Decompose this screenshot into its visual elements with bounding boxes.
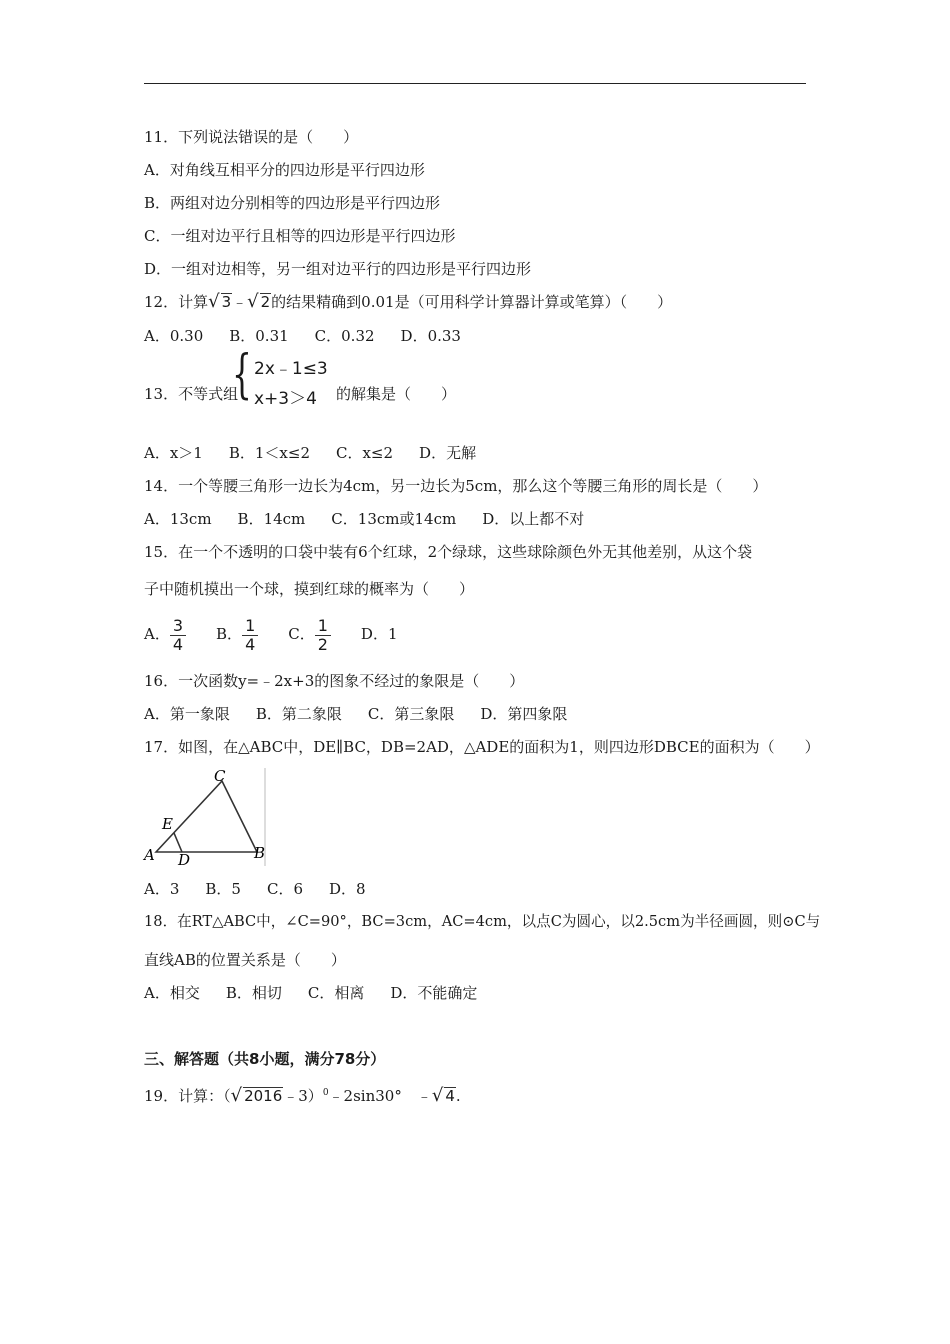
q12-suffix: 的结果精确到0.01是（可用科学计算器计算或笔算）（ ） [271, 293, 673, 311]
q12-options [144, 326, 487, 346]
q14-stem: 14．一个等腰三角形一边长为4cm，另一边长为5cm，那么这个等腰三角形的周长是（ ） [144, 477, 768, 495]
q18-option-d: D．不能确定 [390, 984, 478, 1002]
radical-icon: √ [230, 1085, 243, 1106]
q13-row1: 2x﹣1≤3 [254, 359, 328, 379]
q14-option-c: C．13cm或14cm [331, 510, 457, 528]
q13-stem: 13．不等式组 [144, 385, 239, 403]
q17-options [144, 879, 392, 899]
q12-minus: ﹣ [232, 293, 248, 311]
q16-stem: 16．一次函数y=﹣2x+3的图象不经过的象限是（ ） [144, 672, 525, 690]
q12-stem [144, 292, 672, 312]
q11-option-b: B．两组对边分别相等的四边形是平行四边形 [144, 194, 441, 212]
fraction-denominator: 4 [245, 634, 256, 654]
q17-option-d: D．8 [329, 880, 366, 898]
q16-option-b: B．第二象限 [255, 705, 342, 723]
q19-sqrt-a: 2016 [244, 1087, 283, 1105]
q15-option-b-label: B． [216, 625, 243, 643]
left-brace-icon: { [232, 345, 252, 405]
q19-end: . [455, 1087, 461, 1105]
q17-triangle-figure [142, 768, 270, 872]
q12-sqrt-b: 2 [260, 293, 271, 311]
fraction-denominator: 4 [172, 634, 184, 654]
q19-stem [144, 1083, 461, 1106]
q15-option-a-fraction [170, 617, 186, 654]
q13-option-a: A．x＞1 [144, 444, 203, 462]
q15-option-a-label: A． [144, 625, 170, 643]
q12-sqrt-a: 3 [221, 293, 232, 311]
q15-option-c-fraction [315, 617, 331, 654]
q14-option-a: A．13cm [144, 510, 212, 528]
q12-option-c: C．0.32 [314, 327, 375, 345]
q13-inequality-system [232, 345, 332, 409]
label-e: E [162, 815, 173, 833]
q13-suffix: 的解集是（ ） [336, 385, 457, 403]
q12-prefix: 12．计算 [144, 293, 209, 311]
q13-options [144, 443, 502, 463]
q13-option-d: D．无解 [419, 444, 477, 462]
q12-option-b: B．0.31 [229, 327, 289, 345]
label-c: C [214, 768, 226, 785]
q18-line2: 直线AB的位置关系是（ ） [144, 951, 346, 969]
q15-option-c-label: C． [288, 625, 315, 643]
q19-exponent: 0 [322, 1088, 329, 1098]
radical-icon: √ [247, 291, 259, 312]
q19-sqrt-b: 4 [445, 1087, 455, 1105]
fraction-denominator: 2 [317, 634, 328, 654]
q12-option-d: D．0.33 [400, 327, 461, 345]
fraction-numerator: 1 [315, 617, 331, 636]
q14-option-d: D．以上都不对 [482, 510, 585, 528]
segment-de [174, 833, 182, 852]
q13-option-c: C．x≤2 [335, 444, 394, 462]
q11-option-a: A．对角线互相平分的四边形是平行四边形 [144, 161, 425, 179]
q12-option-a: A．0.30 [144, 327, 204, 345]
q15-option-b-fraction [242, 617, 258, 654]
q17-option-b: B．5 [205, 880, 241, 898]
fraction-numerator: 1 [242, 617, 258, 636]
q16-option-d: D．第四象限 [480, 705, 568, 723]
q18-option-b: B．相切 [225, 984, 282, 1002]
q17-option-a: A．3 [144, 880, 180, 898]
q14-options [144, 509, 610, 529]
label-a: A [144, 846, 155, 864]
q13-option-b: B．1＜x≤2 [228, 444, 310, 462]
q13-row2: x+3＞4 [254, 389, 317, 409]
q18-option-c: C．相离 [307, 984, 365, 1002]
q15-line1: 15．在一个不透明的口袋中装有6个红球，2个绿球，这些球除颜色外无其他差别，从这个袋 [144, 543, 753, 561]
radical-icon: √ [431, 1085, 444, 1106]
q18-line1: 18．在RT△ABC中，∠C=90°，BC=3cm，AC=4cm，以点C为圆心，以2.5cm为半径画圆，则⊙C与 [144, 913, 821, 930]
q15-line2: 子中随机摸出一个球，摸到红球的概率为（ ） [144, 580, 475, 598]
q16-option-a: A．第一象限 [144, 705, 230, 723]
label-d: D [178, 851, 191, 868]
q19-mid2: ﹣2sin30° ﹣ [328, 1087, 432, 1105]
q16-option-c: C．第三象限 [367, 705, 455, 723]
q17-stem: 17．如图，在△ABC中，DE∥BC，DB=2AD，△ADE的面积为1，则四边形DBCE的面积为（ ） [144, 738, 820, 756]
q11-option-c: C．一组对边平行且相等的四边形是平行四边形 [144, 227, 456, 245]
triangle-diagram [142, 768, 270, 868]
q15-option-d: D．1 [360, 625, 398, 643]
fraction-numerator: 3 [170, 617, 186, 636]
radical-icon: √ [208, 291, 220, 312]
header-rule [144, 83, 806, 84]
label-b: B [254, 844, 266, 862]
q17-option-c: C．6 [266, 880, 303, 898]
q15-options [144, 614, 398, 654]
q18-option-a: A．相交 [144, 984, 200, 1002]
q19-mid: ﹣3） [283, 1087, 323, 1105]
q18-options [144, 983, 503, 1003]
q14-option-b: B．14cm [237, 510, 306, 528]
q19-prefix: 19．计算：（ [144, 1087, 231, 1105]
section-heading: 三、解答题（共8小题，满分78分） [144, 1050, 386, 1068]
q11-option-d: D．一组对边相等，另一组对边平行的四边形是平行四边形 [144, 260, 532, 278]
q16-options [144, 704, 593, 724]
q11-stem: 11．下列说法错误的是（ ） [144, 128, 359, 146]
